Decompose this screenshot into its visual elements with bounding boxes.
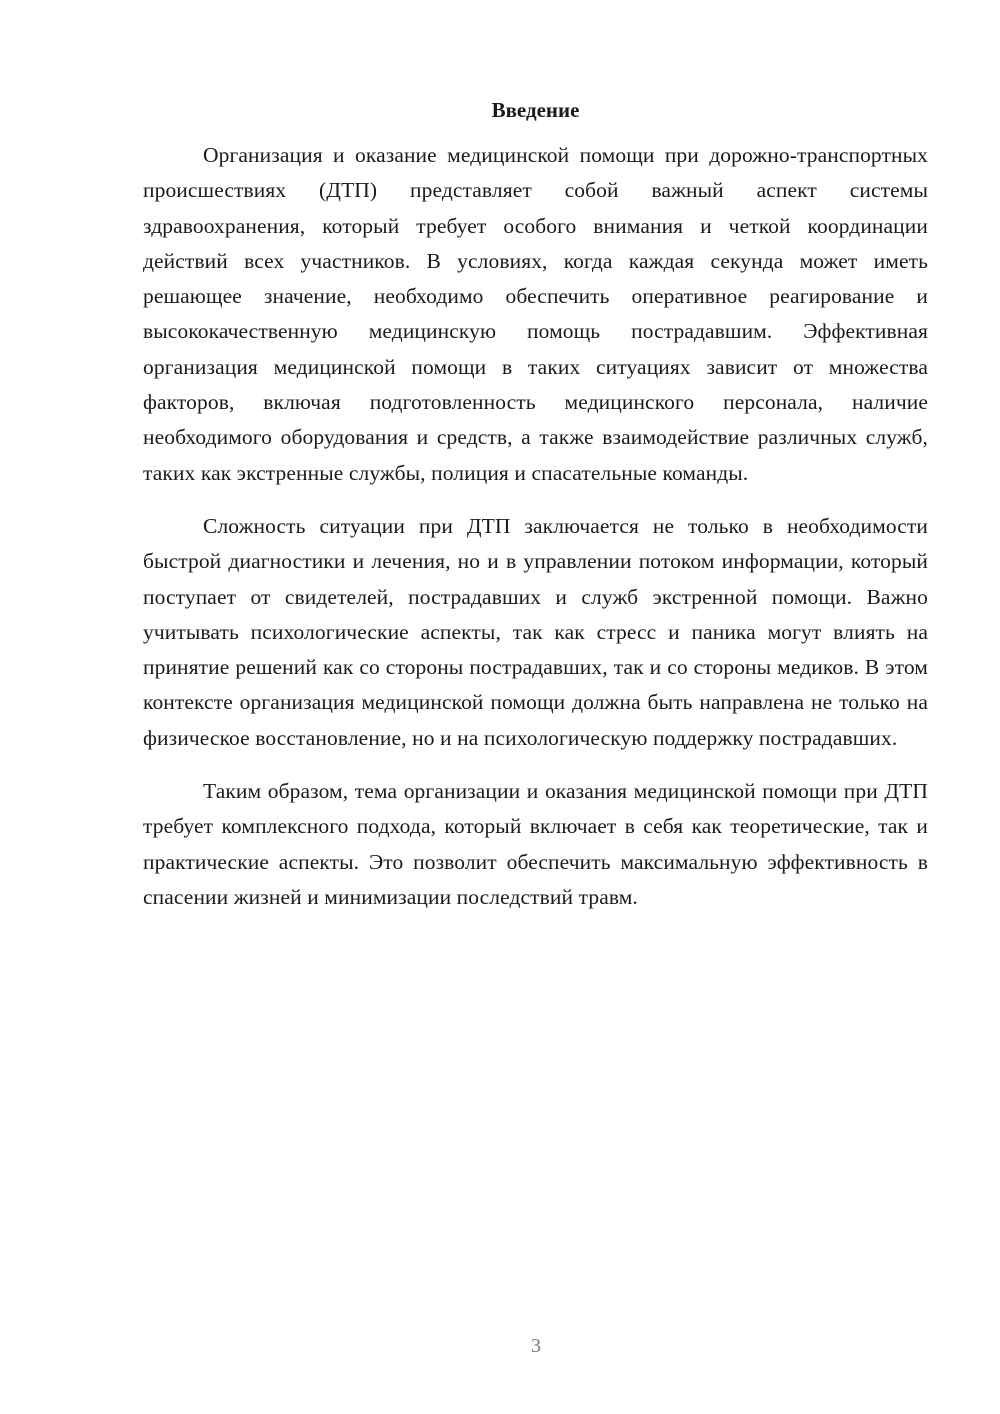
page-content <box>143 96 928 915</box>
page-number: 3 <box>531 1335 541 1357</box>
section-title: Введение <box>491 98 580 122</box>
paragraph-3: Таким образом, тема организации и оказания медицинской помощи при ДТП требует комплексного подхода, который включает в себя как теоретические, так и практические аспекты. Это позволит обеспечить максимальную эффективность в спасении жизней и минимизации последствий травм. <box>143 779 928 909</box>
paragraph-1: Организация и оказание медицинской помощи при дорожно-транспортных происшествиях (ДТП) представляет собой важный аспект системы здравоохранения, который требует особого внимания и четкой координации действий всех участников. В условиях, когда каждая секунда может иметь решающее значение, необходимо обеспечить оперативное реагирование и высококачественную медицинскую помощь пострадавшим. Эффективная организация медицинской помощи в таких ситуациях зависит от множества факторов, включая подготовленность медицинского персонала, наличие необходимого оборудования и средств, а также взаимодействие различных служб, таких как экстренные службы, полиция и спасательные команды. <box>143 143 928 485</box>
paragraph-2: Сложность ситуации при ДТП заключается не только в необходимости быстрой диагностики и лечения, но и в управлении потоком информации, который поступает от свидетелей, пострадавших и служб экстренной помощи. Важно учитывать психологические аспекты, так как стресс и паника могут влиять на принятие решений как со стороны пострадавших, так и со стороны медиков. В этом контексте организация медицинской помощи должна быть направлена не только на физическое восстановление, но и на психологическую поддержку пострадавших. <box>143 513 928 750</box>
